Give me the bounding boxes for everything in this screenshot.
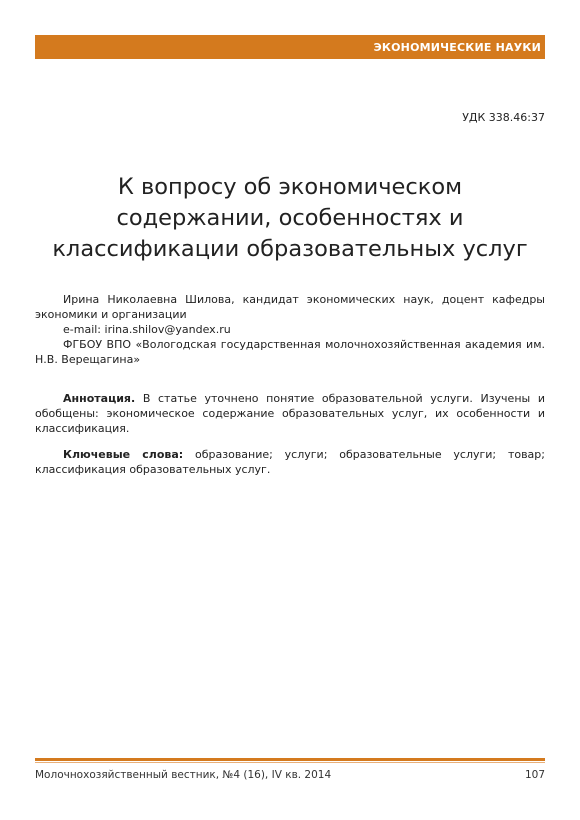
footer-journal: Молочнохозяйственный вестник, №4 (16), IV кв. 2014 bbox=[35, 769, 332, 781]
section-label: ЭКОНОМИЧЕСКИЕ НАУКИ bbox=[373, 40, 541, 54]
annotation-block bbox=[35, 391, 545, 436]
title-line: содержании, особенностях и bbox=[116, 205, 464, 231]
footer-rule-thin bbox=[35, 762, 545, 763]
annotation-label: Аннотация. bbox=[63, 392, 136, 405]
section-header-bar bbox=[35, 35, 545, 59]
annotation-text: В статье уточнено понятие образовательной услуги. Изучены и обобщены: экономическое содержание образовательных услуг, их особенности и классификация. bbox=[35, 392, 545, 435]
article-title bbox=[35, 172, 545, 265]
title-line: К вопросу об экономическом bbox=[117, 174, 463, 200]
page-number: 107 bbox=[524, 769, 545, 781]
title-line: классификации образовательных услуг bbox=[52, 236, 528, 262]
footer-rule bbox=[35, 758, 545, 761]
author-email: e-mail: irina.shilov@yandex.ru bbox=[63, 323, 231, 336]
author-line: Ирина Николаевна Шилова, кандидат экономических наук, доцент кафедры экономики и организации bbox=[35, 293, 545, 321]
author-block bbox=[35, 292, 545, 367]
annotation-paragraph bbox=[35, 391, 545, 436]
keywords-block bbox=[35, 447, 545, 477]
keywords-label: Ключевые слова: bbox=[63, 448, 184, 461]
udc-code: УДК 338.46:37 bbox=[462, 111, 545, 124]
author-affiliation: ФГБОУ ВПО «Вологодская государственная молочнохозяйственная академия им. Н.В. Верещагина» bbox=[35, 338, 545, 366]
keywords-text: образование; услуги; образовательные услуги; товар; классификация образовательных услуг. bbox=[35, 448, 545, 476]
keywords-paragraph bbox=[35, 447, 545, 477]
